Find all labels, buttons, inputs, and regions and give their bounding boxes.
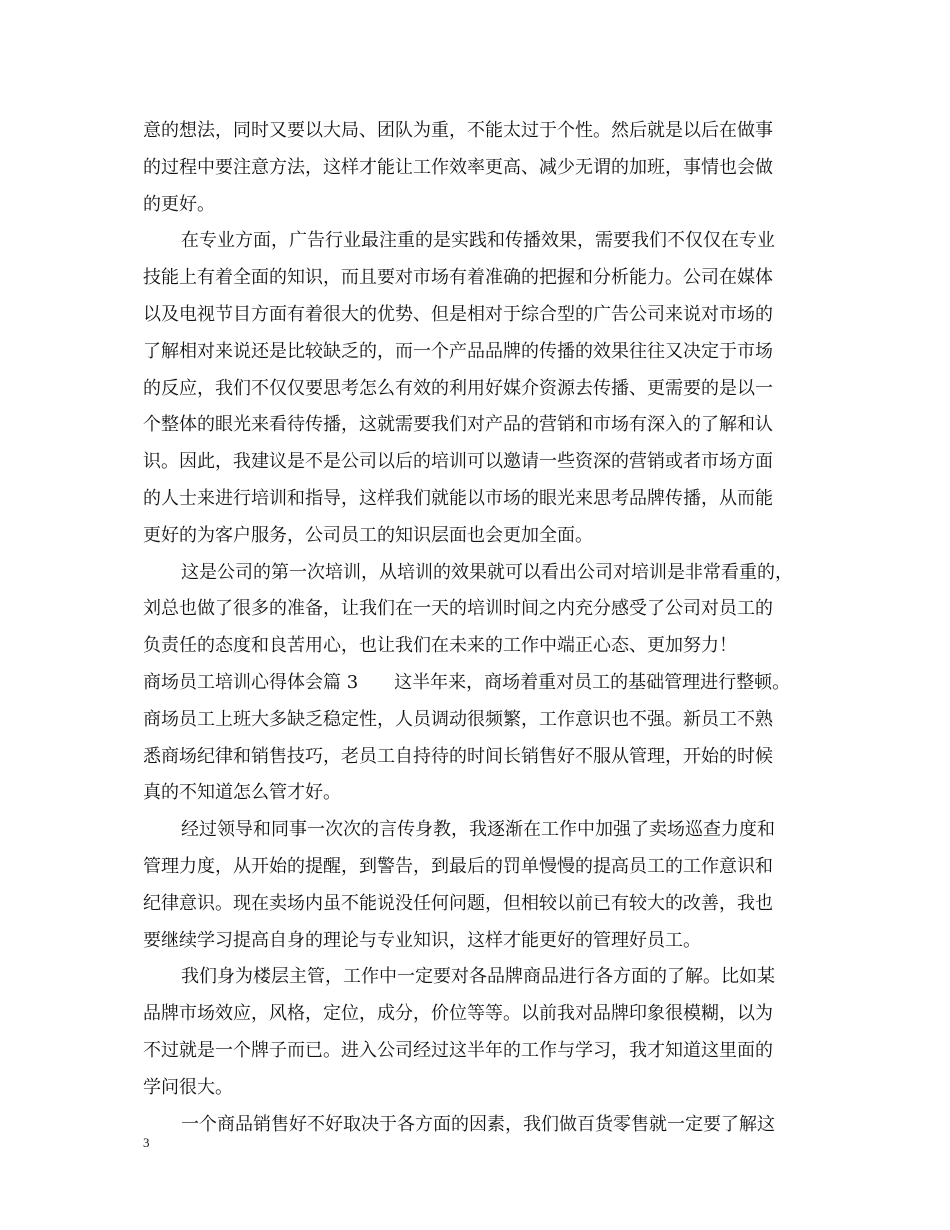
text-line: 经过领导和同事一次次的言传身教，我逐渐在工作中加强了卖场巡查力度和	[181, 819, 775, 841]
text-line: 真的不知道怎么管才好。	[143, 782, 341, 804]
text-line: 的更好。	[143, 193, 215, 215]
text-line: 悉商场纪律和销售技巧，老员工自持待的时间长销售好不服从管理，开始的时候	[143, 745, 773, 767]
text-line: 纪律意识。现在卖场内虽不能说没任何问题，但相较以前已有较大的改善，我也	[143, 892, 773, 914]
page-number: 3	[143, 1135, 150, 1150]
text-line: 识。因此，我建议是不是公司以后的培训可以邀请一些资深的营销或者市场方面	[143, 451, 773, 473]
text-line: 这是公司的第一次培训，从培训的效果就可以看出公司对培训是非常看重的，	[181, 561, 793, 583]
text-line: 一个商品销售好不好取决于各方面的因素，我们做百货零售就一定要了解这	[181, 1113, 775, 1135]
text-line: 学问很大。	[143, 1076, 233, 1098]
text-line: 在专业方面，广告行业最注重的是实践和传播效果，需要我们不仅仅在专业	[181, 230, 775, 252]
text-line: 刘总也做了很多的准备，让我们在一天的培训时间之内充分感受了公司对员工的	[143, 598, 773, 620]
text-line: 的人士来进行培训和指导，这样我们就能以市场的眼光来思考品牌传播，从而能	[143, 487, 773, 509]
text-line: 管理力度，从开始的提醒，到警告，到最后的罚单慢慢的提高员工的工作意识和	[143, 855, 773, 877]
text-line: 的过程中要注意方法，这样才能让工作效率更高、减少无谓的加班，事情也会做	[143, 156, 773, 178]
text-line: 了解相对来说还是比较缺乏的，而一个产品品牌的传播的效果往往又决定于市场	[143, 340, 773, 362]
text-line: 个整体的眼光来看待传播，这就需要我们对产品的营销和市场有深入的了解和认	[143, 414, 773, 436]
text-line: 技能上有着全面的知识，而且要对市场有着准确的把握和分析能力。公司在媒体	[143, 267, 773, 289]
document-body	[143, 113, 811, 1143]
text-line: 的反应，我们不仅仅要思考怎么有效的利用好媒介资源去传播、更需要的是以一	[143, 377, 773, 399]
text-line: 意的想法，同时又要以大局、团队为重，不能太过于个性。然后就是以后在做事	[143, 120, 773, 141]
text-line: 不过就是一个牌子而已。进入公司经过这半年的工作与学习，我才知道这里面的	[143, 1039, 773, 1061]
text-line: 以及电视节目方面有着很大的优势、但是相对于综合型的广告公司来说对市场的	[143, 303, 773, 325]
text-line: 更好的为客户服务，公司员工的知识层面也会更加全面。	[143, 524, 593, 546]
text-line: 商场员工培训心得体会篇 3 这半年来，商场着重对员工的基础管理进行整顿。	[143, 671, 791, 693]
text-line: 负责任的态度和良苦用心，也让我们在未来的工作中端正心态、更加努力！	[143, 635, 737, 657]
text-line: 我们身为楼层主管，工作中一定要对各品牌商品进行各方面的了解。比如某	[181, 966, 775, 988]
text-line: 品牌市场效应，风格，定位，成分，价位等等。以前我对品牌印象很模糊，以为	[143, 1003, 773, 1025]
text-line: 要继续学习提高自身的理论与专业知识，这样才能更好的管理好员工。	[143, 929, 701, 951]
text-line: 商场员工上班大多缺乏稳定性，人员调动很频繁，工作意识也不强。新员工不熟	[143, 708, 773, 730]
